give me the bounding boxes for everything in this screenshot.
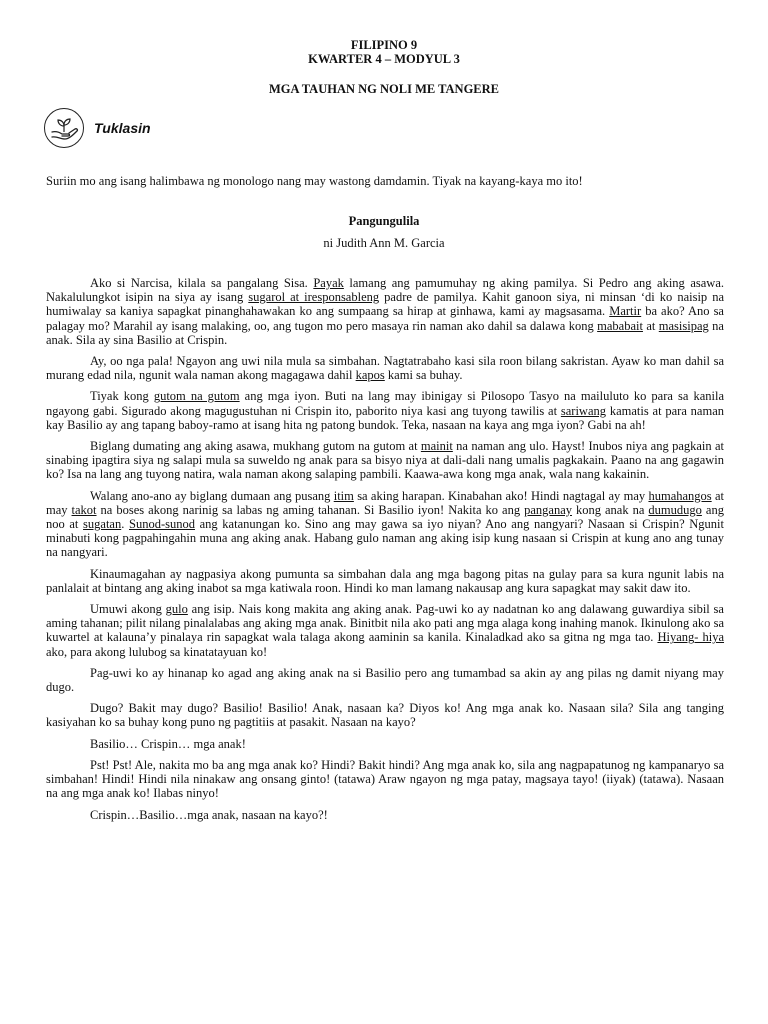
monologue-paragraph (46, 489, 724, 560)
text-run: ako, para akong lulubog sa kinatatayuan ko! (46, 644, 268, 659)
section-label: Tuklasin (94, 120, 151, 136)
intro-text: Suriin mo ang isang halimbawa ng monologo nang may wastong damdamin. Tiyak na kayang-kaya mo ito! (46, 174, 583, 188)
underlined-word: Sunod-sunod (129, 517, 195, 532)
underlined-word: Payak (313, 276, 344, 290)
text-run: Basilio… Crispin… mga anak! (90, 736, 246, 751)
text-run: Pst! Pst! Ale, nakita mo ba ang mga anak ko? Hindi? Bakit hindi? Ang mga anak ko, sila ang nagpapatunog ng kampanaryo sa simbahan! Hindi! Hindi nila ninakaw ang onsang ginto! (tatawa) Araw ngayon ng mga patay, magsaya tayo! (iiyak) (tatawa). Nasaan na ang mga anak ko! Ilabas ninyo! (46, 757, 724, 801)
underlined-word: panganay (524, 502, 572, 517)
piece-author: ni Judith Ann M. Garcia (323, 236, 445, 250)
section-badge (44, 108, 151, 148)
underlined-word: gutom na gutom (153, 389, 240, 404)
text-run: Walang ano-ano ay biglang dumaan ang pusang (90, 488, 334, 503)
text-run: na anak. Sila ay sina Basilio at Crispin. (46, 318, 724, 347)
text-run: Ako si Narcisa, kilala sa pangalang Sisa. (90, 276, 314, 290)
lesson-title: MGA TAUHAN NG NOLI ME TANGERE (269, 82, 499, 96)
monologue-paragraph (46, 737, 724, 751)
text-run: Pag-uwi ko ay hinanap ko agad ang aking anak na si Basilio pero ang tumambad sa akin ay ang pilas ng damit niyang may dugo. (46, 665, 724, 695)
underlined-word: Martir (609, 304, 642, 319)
text-run: kami sa buhay. (384, 368, 463, 383)
text-run: kong anak na (572, 502, 649, 517)
monologue-paragraph (46, 602, 724, 659)
underlined-word: humahangos (648, 488, 712, 503)
text-run: . (121, 517, 129, 532)
monologue-paragraph (46, 808, 724, 822)
text-run: Kinaumagahan ay nagpasiya akong pumunta sa simbahan dala ang mga bagong pitas na gulay para sa kura ngunit labis na panlalait at bintang ang aking inabot sa mga katiwala roon. Hindi ko man lamang nakausap ang kura sapagkat may sakit daw ito. (46, 566, 724, 595)
text-run: Umuwi akong (90, 602, 166, 617)
text-run: padre de pamilya. Kahit ganoon siya, ni minsan ‘di ko naisip na humiwalay sa kaniya sapagkat pinanghahawakan ko ang sumpaang sa hirap at ginhawa, kami ay magsasama. (46, 290, 724, 319)
text-run: at (642, 318, 659, 333)
underlined-word: Hiyang- hiya (657, 630, 725, 645)
text-run: na boses akong narinig sa labas ng aming tahanan. Si Basilio iyon! Nakita ko ang (96, 502, 525, 517)
underlined-word: gulo (165, 602, 188, 617)
underlined-word: dumudugo (648, 502, 702, 517)
text-run: ang mga iyon. Buti na lang may ibinigay si Pilosopo Tasyo na mailuluto ko para sa kanila ngayong gabi. Sigurado akong magugustuhan ni Crispin ito, paborito niya kasi ang tuyong tawilis at (46, 389, 724, 418)
piece-title: Pangungulila (348, 214, 420, 228)
text-run: ba ako? Ano sa palagay mo? Marahil ay isang malaking, oo, ang tugon mo pero masaya rin naman ako dahil sa dalawa kong (46, 304, 724, 333)
monologue-body (46, 276, 724, 829)
text-run: Biglang dumating ang aking asawa, mukhang gutom na gutom at (90, 439, 421, 454)
hand-plant-icon (44, 108, 84, 148)
text-run: lamang ang pamumuhay ng aking pamilya. Si Pedro ang aking asawa. Nakalulungkot isipin na siya ay isang (46, 276, 724, 305)
text-run: ang isip. Nais kong makita ang aking anak. Pag-uwi ko ay nadatnan ko ang dalawang guwardiya sibil sa aming tahanan; pilit nilang pinalalabas ang aking mga anak. Binitbit nila ako pati ang mga alaga kong inahing manok. Ikinulong ako sa kuwartel at kalauna’y pinalaya rin sapagkat wala talaga akong aaminin sa kanila. Kinaladkad ako sa gitna ng mga tao. (46, 602, 724, 645)
hand-plant-svg (49, 115, 79, 141)
text-run: Dugo? Bakit may dugo? Basilio! Basilio! Anak, nasaan ka? Diyos ko! Ang mga anak ko. Nasaan sila? Sila ang tanging kasiyahan ko sa buhay kong puno ng pagtitiis at pasakit. Nasaan na kayo? (46, 701, 724, 730)
monologue-paragraph (46, 354, 724, 382)
underlined-word: takot (71, 502, 97, 517)
text-run: kamatis at para naman kay Basilio ay ang tapang baboy-ramo at isang hita ng patong bundok. Teka, nasaan na kaya ang mga iyon? Gabi na ah! (46, 403, 725, 432)
monologue-paragraph (46, 758, 724, 801)
underlined-word: mababait (597, 318, 643, 333)
text-run: at may (46, 488, 725, 517)
underlined-word: masisipag (658, 318, 709, 333)
underlined-word: sugatan (83, 517, 122, 532)
monologue-paragraph (46, 666, 724, 694)
underlined-word: kapos (355, 368, 385, 383)
text-run: ang noo at (46, 502, 724, 532)
subject-title: FILIPINO 9 (350, 38, 418, 52)
text-run: ang katanungan ko. Sino ang may gawa sa iyo niyan? Ano ang nangyari? Nasaan si Crispin? Ngunit minabuti kong pagpahingahin muna ang aking anak. Habang gulo naman ang aking isip kung nasaan si Crispin at kung ano ang tunay na nangyari. (46, 517, 725, 560)
monologue-paragraph (46, 389, 724, 432)
text-run: Tiyak kong (90, 389, 154, 404)
monologue-paragraph (46, 701, 724, 729)
monologue-paragraph (46, 567, 724, 595)
text-run: Ay, oo nga pala! Ngayon ang uwi nila mula sa simbahan. Nagtatrabaho kasi sila roon bilang sakristan. Ayaw ko man dahil sa murang edad nila, ngunit wala naman akong magagawa dahil (46, 354, 724, 383)
underlined-word: mainit (420, 439, 453, 454)
underlined-word: itim (333, 488, 354, 503)
text-run: sa aking harapan. Kinabahan ako! Hindi nagtagal ay may (353, 488, 649, 503)
text-run: Crispin…Basilio…mga anak, nasaan na kayo?! (90, 807, 328, 822)
monologue-paragraph (46, 439, 724, 482)
text-run: na naman ang ulo. Hayst! Inubos niya ang pagkain at sinabing ipagtira siya ng salapi mula sa suweldo ng anak para sa bisyo niya at dali-dali nang umalis pagkakain. Paano na ang gagawin ko? Isa na lang ang tuyong natira, wala naman akong salaping pambili. Kaawa-awa kong mga anak, wala nang kakainin. (46, 439, 724, 482)
quarter-module: KWARTER 4 – MODYUL 3 (308, 52, 460, 66)
underlined-word: sariwang (560, 403, 606, 418)
monologue-paragraph (46, 276, 724, 347)
underlined-word: sugarol at iresponsableng (248, 290, 380, 305)
